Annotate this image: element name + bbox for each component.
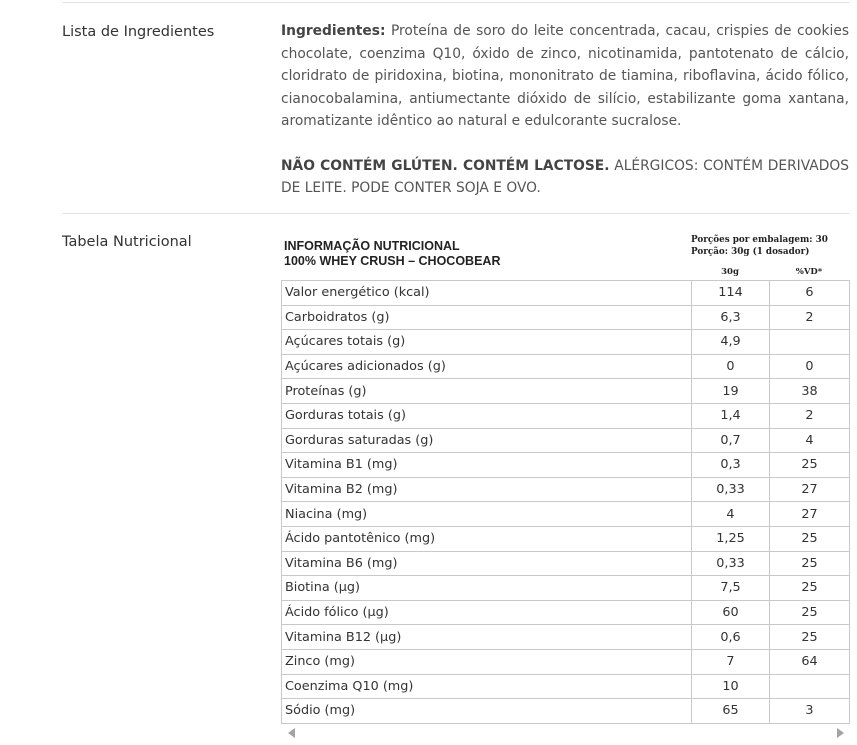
nutrient-name: Niacina (mg) (282, 502, 692, 527)
table-row (282, 649, 850, 674)
amount-per-portion: 0,7 (692, 428, 770, 453)
amount-per-portion: 65 (692, 699, 770, 724)
nutrient-name: Zinco (mg) (282, 649, 692, 674)
ingredients-paragraph (281, 20, 849, 133)
nutrient-name: Gorduras totais (g) (282, 403, 692, 428)
table-row (282, 600, 850, 625)
amount-per-portion: 7,5 (692, 576, 770, 601)
nutrient-name: Açúcares adicionados (g) (282, 354, 692, 379)
nutrition-title-line2: 100% WHEY CRUSH – CHOCOBEAR (284, 254, 501, 268)
portions-per-pack: Porções por embalagem: 30 (691, 235, 828, 245)
ingredients-content (281, 20, 849, 200)
table-row (282, 551, 850, 576)
amount-per-portion: 7 (692, 649, 770, 674)
daily-value-percent: 27 (770, 502, 850, 527)
daily-value-percent (770, 330, 850, 355)
table-row (282, 502, 850, 527)
portion-info (691, 234, 828, 258)
nutrient-name: Carboidratos (g) (282, 305, 692, 330)
nutrient-name: Biotina (µg) (282, 576, 692, 601)
allergen-warning: NÃO CONTÉM GLÚTEN. CONTÉM LACTOSE. (281, 157, 610, 174)
daily-value-percent: 25 (770, 576, 850, 601)
table-row (282, 403, 850, 428)
table-row (282, 354, 850, 379)
table-row (282, 428, 850, 453)
nutrition-table-body (282, 281, 850, 724)
daily-value-percent: 3 (770, 699, 850, 724)
nutrient-name: Ácido fólico (µg) (282, 600, 692, 625)
daily-value-percent: 25 (770, 453, 850, 478)
nutrient-name: Sódio (mg) (282, 699, 692, 724)
amount-per-portion: 0,3 (692, 453, 770, 478)
table-row (282, 625, 850, 650)
table-row (282, 526, 850, 551)
table-row (282, 453, 850, 478)
amount-per-portion: 0,6 (692, 625, 770, 650)
nutrition-table-title (284, 239, 500, 269)
horizontal-scrollbar[interactable] (283, 725, 849, 741)
amount-per-portion: 1,4 (692, 403, 770, 428)
daily-value-percent: 25 (770, 551, 850, 576)
daily-value-percent: 25 (770, 625, 850, 650)
table-row (282, 305, 850, 330)
daily-value-percent: 2 (770, 403, 850, 428)
table-row (282, 576, 850, 601)
nutrient-name: Ácido pantotênico (mg) (282, 526, 692, 551)
scroll-left-arrow-icon[interactable] (288, 728, 295, 738)
nutrient-name: Gorduras saturadas (g) (282, 428, 692, 453)
top-divider (62, 2, 850, 3)
amount-per-portion: 1,25 (692, 526, 770, 551)
table-row (282, 477, 850, 502)
table-row (282, 674, 850, 699)
daily-value-percent: 38 (770, 379, 850, 404)
nutrition-title-line1: INFORMAÇÃO NUTRICIONAL (284, 239, 460, 253)
nutrient-name: Vitamina B2 (mg) (282, 477, 692, 502)
amount-per-portion: 4,9 (692, 330, 770, 355)
nutrition-table (281, 280, 850, 724)
table-row (282, 379, 850, 404)
allergen-paragraph (281, 155, 849, 200)
nutrient-name: Coenzima Q10 (mg) (282, 674, 692, 699)
amount-per-portion: 19 (692, 379, 770, 404)
portion-size: Porção: 30g (1 dosador) (691, 247, 810, 257)
amount-per-portion: 0 (692, 354, 770, 379)
nutrient-name: Valor energético (kcal) (282, 281, 692, 306)
column-header-dv: %VD* (795, 267, 823, 277)
daily-value-percent: 25 (770, 600, 850, 625)
ingredients-heading: Ingredientes: (281, 23, 386, 39)
table-row (282, 330, 850, 355)
ingredients-text: Proteína de soro do leite concentrada, cacau, crispies de cookies chocolate, coenzima Q10, óxido de zinco, nicotinamida, pantotenato de cálcio, cloridrato de piridoxina, biotina, mononitrato de tiamina, riboflavina, ácido fólico, cianocobalamina, antiumectante dióxido de silício, estabilizante goma xantana, aromatizante idêntico ao natural e edulcorante sucralose. (281, 23, 850, 129)
daily-value-percent: 4 (770, 428, 850, 453)
nutrient-name: Vitamina B6 (mg) (282, 551, 692, 576)
daily-value-percent: 2 (770, 305, 850, 330)
section-divider (62, 213, 850, 214)
nutrient-name: Vitamina B12 (µg) (282, 625, 692, 650)
nutrient-name: Vitamina B1 (mg) (282, 453, 692, 478)
amount-per-portion: 10 (692, 674, 770, 699)
daily-value-percent (770, 674, 850, 699)
amount-per-portion: 60 (692, 600, 770, 625)
scroll-right-arrow-icon[interactable] (837, 728, 844, 738)
table-row (282, 281, 850, 306)
amount-per-portion: 4 (692, 502, 770, 527)
daily-value-percent: 64 (770, 649, 850, 674)
allergen-text: ALÉRGICOS: CONTÉM DERIVADOS DE LEITE. PODE CONTER SOJA E OVO. (281, 157, 849, 196)
daily-value-percent: 27 (770, 477, 850, 502)
amount-per-portion: 114 (692, 281, 770, 306)
daily-value-percent: 25 (770, 526, 850, 551)
nutrient-name: Açúcares totais (g) (282, 330, 692, 355)
daily-value-percent: 6 (770, 281, 850, 306)
amount-per-portion: 6,3 (692, 305, 770, 330)
column-header-amount: 30g (721, 267, 739, 277)
amount-per-portion: 0,33 (692, 551, 770, 576)
ingredients-section-label: Lista de Ingredientes (62, 24, 215, 40)
amount-per-portion: 0,33 (692, 477, 770, 502)
table-row (282, 699, 850, 724)
daily-value-percent: 0 (770, 354, 850, 379)
nutrition-section-label: Tabela Nutricional (62, 234, 192, 250)
nutrient-name: Proteínas (g) (282, 379, 692, 404)
